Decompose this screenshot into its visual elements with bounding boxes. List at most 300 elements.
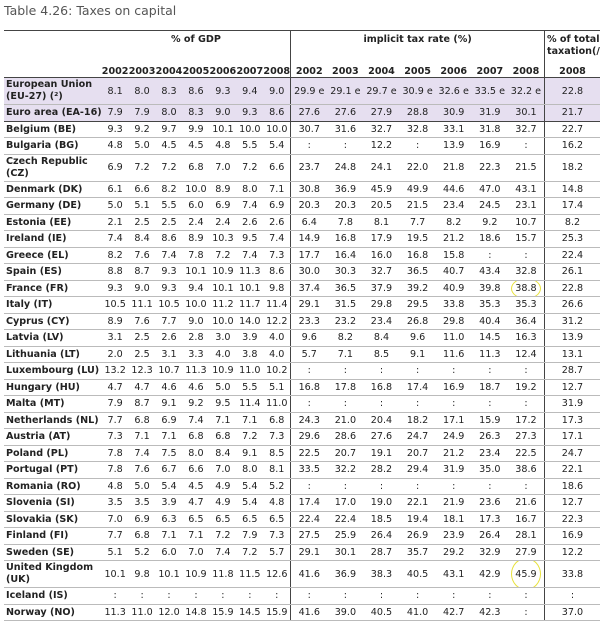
gdp-cell: 8.1	[102, 78, 129, 105]
gdp-cell: 10.0	[182, 297, 209, 314]
itr-cell: 9.2	[472, 214, 508, 231]
itr-cell: 15.8	[436, 247, 472, 264]
table-row	[4, 412, 600, 429]
gdp-cell: 10.7	[156, 363, 183, 380]
total-cell: 18.2	[544, 154, 600, 181]
gdp-cell: 6.6	[263, 154, 290, 181]
table-row	[4, 214, 600, 231]
row-label: Iceland (IS)	[4, 588, 102, 605]
row-label: Germany (DE)	[4, 198, 102, 215]
itr-cell: 8.4	[363, 330, 399, 347]
itr-cell: 16.0	[363, 247, 399, 264]
itr-cell: :	[363, 363, 399, 380]
gdp-cell: 2.5	[156, 214, 183, 231]
gdp-cell: 2.6	[263, 214, 290, 231]
gdp-cell: 6.8	[182, 429, 209, 446]
itr-cell: 28.2	[363, 462, 399, 479]
itr-cell: 40.7	[436, 264, 472, 281]
itr-cell: :	[472, 363, 508, 380]
itr-cell: 38.6	[508, 462, 545, 479]
itr-cell: 29.1	[291, 297, 328, 314]
itr-cell: 19.2	[508, 379, 545, 396]
itr-cell: 43.4	[472, 264, 508, 281]
gdp-cell: 2.4	[209, 214, 236, 231]
gdp-cell: 6.5	[236, 511, 263, 528]
gdp-cell: 9.1	[236, 445, 263, 462]
gdp-cell: 5.4	[156, 478, 183, 495]
itr-cell: 17.4	[291, 495, 328, 512]
itr-cell: 17.3	[472, 511, 508, 528]
itr-cell: 29.9 e	[291, 78, 328, 105]
itr-cell: 21.5	[400, 198, 436, 215]
itr-cell: 37.9	[363, 280, 399, 297]
itr-cell: 19.1	[363, 445, 399, 462]
itr-cell: :	[291, 588, 328, 605]
total-cell: 24.7	[544, 445, 600, 462]
itr-cell: 39.2	[400, 280, 436, 297]
table-row	[4, 379, 600, 396]
itr-cell: :	[327, 478, 363, 495]
itr-cell: 33.5 e	[472, 78, 508, 105]
gdp-cell: 10.5	[156, 297, 183, 314]
itr-cell: :	[436, 478, 472, 495]
itr-cell: :	[327, 396, 363, 413]
gdp-cell: 6.5	[263, 511, 290, 528]
itr-cell: 42.3	[472, 604, 508, 621]
total-cell: 16.9	[544, 528, 600, 545]
itr-cell: 29.5	[400, 297, 436, 314]
table-row	[4, 478, 600, 495]
itr-cell: 20.3	[291, 198, 328, 215]
itr-cell: 32.8	[508, 264, 545, 281]
itr-cell: 18.2	[400, 412, 436, 429]
itr-cell: 26.3	[472, 429, 508, 446]
gdp-cell: 7.7	[102, 528, 129, 545]
gdp-cell: 10.0	[209, 313, 236, 330]
itr-cell: 36.9	[327, 561, 363, 588]
capital-tax-table	[4, 30, 600, 621]
gdp-cell: 5.0	[209, 379, 236, 396]
gdp-cell: 4.0	[263, 346, 290, 363]
itr-cell: 18.5	[363, 511, 399, 528]
gdp-cell: 2.6	[156, 330, 183, 347]
row-label: Portugal (PT)	[4, 462, 102, 479]
gdp-cell: 5.0	[129, 478, 156, 495]
gdp-cell: 12.3	[129, 363, 156, 380]
itr-cell: 23.2	[327, 313, 363, 330]
itr-cell: 16.7	[508, 511, 545, 528]
gdp-cell: 3.8	[236, 346, 263, 363]
itr-cell: 20.5	[363, 198, 399, 215]
itr-cell: :	[472, 478, 508, 495]
total-cell: 12.7	[544, 379, 600, 396]
itr-cell: :	[472, 247, 508, 264]
row-label: Norway (NO)	[4, 604, 102, 621]
itr-cell: 24.9	[436, 429, 472, 446]
row-label: Estonia (EE)	[4, 214, 102, 231]
gdp-cell: 7.3	[263, 528, 290, 545]
gdp-cell: 11.1	[129, 297, 156, 314]
gdp-cell: 10.1	[102, 561, 129, 588]
itr-cell: 23.1	[508, 198, 545, 215]
total-cell: 17.4	[544, 198, 600, 215]
gdp-cell: 7.2	[236, 429, 263, 446]
table-row	[4, 429, 600, 446]
gdp-year-header: 2007	[236, 66, 264, 77]
table-row	[4, 462, 600, 479]
itr-cell: 21.2	[436, 445, 472, 462]
total-cell: 31.2	[544, 313, 600, 330]
itr-cell: :	[508, 363, 545, 380]
itr-cell: 32.7	[508, 121, 545, 138]
gdp-cell: 7.4	[236, 198, 263, 215]
gdp-cell: 9.2	[129, 121, 156, 138]
gdp-cell: 7.5	[156, 445, 183, 462]
gdp-year-header: 2005	[182, 66, 210, 77]
itr-cell: 29.1 e	[327, 78, 363, 105]
gdp-cell: 6.8	[129, 528, 156, 545]
total-cell: 28.7	[544, 363, 600, 380]
row-label: Cyprus (CY)	[4, 313, 102, 330]
itr-cell: 36.5	[327, 280, 363, 297]
gdp-cell: 5.2	[129, 544, 156, 561]
itr-cell: 17.1	[436, 412, 472, 429]
gdp-cell: 10.0	[263, 121, 290, 138]
itr-cell: 16.9	[436, 379, 472, 396]
itr-cell: 42.7	[436, 604, 472, 621]
itr-cell: 16.8	[291, 379, 328, 396]
itr-cell: 17.4	[400, 379, 436, 396]
gdp-cell: :	[182, 588, 209, 605]
itr-cell: 24.8	[327, 154, 363, 181]
itr-cell: :	[436, 363, 472, 380]
itr-year-header: 2008	[512, 66, 540, 77]
table-row	[4, 604, 600, 621]
itr-cell: 7.8	[327, 214, 363, 231]
itr-cell: 26.4	[363, 528, 399, 545]
itr-cell: 27.3	[508, 429, 545, 446]
itr-cell: 14.9	[291, 231, 328, 248]
itr-cell: 29.2	[436, 544, 472, 561]
gdp-cell: 8.6	[182, 78, 209, 105]
gdp-cell: 7.9	[129, 105, 156, 122]
gdp-cell: 15.9	[263, 604, 290, 621]
itr-cell: 32.9	[472, 544, 508, 561]
gdp-cell: 6.6	[129, 181, 156, 198]
gdp-cell: 10.1	[209, 121, 236, 138]
itr-cell: 11.0	[436, 330, 472, 347]
gdp-cell: 10.2	[263, 363, 290, 380]
total-cell: 13.9	[544, 330, 600, 347]
itr-cell: 18.7	[472, 379, 508, 396]
gdp-year-header: 2004	[155, 66, 183, 77]
gdp-cell: 4.5	[182, 138, 209, 155]
gdp-cell: 12.0	[156, 604, 183, 621]
gdp-cell: 9.9	[182, 121, 209, 138]
gdp-cell: 3.9	[156, 495, 183, 512]
itr-cell: 29.4	[400, 462, 436, 479]
gdp-cell: 7.4	[102, 231, 129, 248]
itr-cell: 31.5	[327, 297, 363, 314]
itr-cell: 8.5	[363, 346, 399, 363]
table-row	[4, 396, 600, 413]
gdp-cell: 4.0	[209, 346, 236, 363]
itr-cell: 8.2	[436, 214, 472, 231]
gdp-cell: 5.0	[129, 138, 156, 155]
total-cell: 31.9	[544, 396, 600, 413]
total-cell: 22.3	[544, 511, 600, 528]
itr-cell: 35.3	[508, 297, 545, 314]
gdp-cell: 8.0	[129, 78, 156, 105]
itr-cell: 49.9	[400, 181, 436, 198]
gdp-cell: 7.4	[182, 412, 209, 429]
itr-cell: 18.1	[436, 511, 472, 528]
gdp-cell: 8.4	[129, 231, 156, 248]
itr-cell: 15.9	[472, 412, 508, 429]
gdp-cell: 3.1	[156, 346, 183, 363]
itr-cell: :	[400, 138, 436, 155]
itr-cell: 7.1	[327, 346, 363, 363]
gdp-cell: 10.0	[236, 121, 263, 138]
itr-cell: 33.1	[436, 121, 472, 138]
gdp-cell: 2.0	[102, 346, 129, 363]
itr-cell: 36.5	[400, 264, 436, 281]
itr-cell: 32.8	[400, 121, 436, 138]
table-row	[4, 330, 600, 347]
gdp-cell: 5.5	[236, 379, 263, 396]
itr-cell: 41.6	[291, 604, 328, 621]
row-label: Malta (MT)	[4, 396, 102, 413]
year-header-corner	[4, 63, 102, 78]
row-label: Italy (IT)	[4, 297, 102, 314]
row-label: Netherlands (NL)	[4, 412, 102, 429]
gdp-cell: :	[236, 588, 263, 605]
itr-cell: 42.9	[472, 561, 508, 588]
itr-cell: 17.2	[508, 412, 545, 429]
gdp-cell: 9.4	[182, 280, 209, 297]
itr-cell: 32.2 e	[508, 78, 545, 105]
gdp-cell: 4.6	[182, 379, 209, 396]
itr-cell: :	[508, 604, 545, 621]
itr-cell: 32.6 e	[436, 78, 472, 105]
itr-cell: 20.7	[327, 445, 363, 462]
gdp-cell: 5.4	[236, 495, 263, 512]
table-row	[4, 154, 600, 181]
itr-cell: 26.9	[400, 528, 436, 545]
total-cell: 17.1	[544, 429, 600, 446]
header-gdp-group: % of GDP	[102, 31, 291, 64]
gdp-cell: 4.8	[102, 138, 129, 155]
itr-cell: 45.9	[363, 181, 399, 198]
gdp-cell: 7.4	[209, 544, 236, 561]
gdp-cell: 11.3	[102, 604, 129, 621]
gdp-cell: 11.5	[236, 561, 263, 588]
itr-cell: 35.7	[400, 544, 436, 561]
row-label: Denmark (DK)	[4, 181, 102, 198]
itr-cell: 23.4	[472, 445, 508, 462]
gdp-cell: 6.0	[156, 544, 183, 561]
table-row	[4, 297, 600, 314]
gdp-cell: 11.8	[209, 561, 236, 588]
itr-cell: 18.6	[472, 231, 508, 248]
gdp-cell: 6.8	[182, 154, 209, 181]
itr-cell: :	[327, 363, 363, 380]
itr-cell: :	[472, 396, 508, 413]
total-cell: 33.8	[544, 561, 600, 588]
itr-cell: 21.5	[508, 154, 545, 181]
itr-cell: 28.6	[327, 429, 363, 446]
itr-cell: 9.6	[291, 330, 328, 347]
itr-cell: :	[400, 478, 436, 495]
itr-cell: 39.0	[327, 604, 363, 621]
gdp-cell: 15.9	[209, 604, 236, 621]
itr-cell: 30.3	[327, 264, 363, 281]
gdp-cell: 10.0	[182, 181, 209, 198]
gdp-cell: 6.6	[182, 462, 209, 479]
gdp-cell: 7.7	[156, 313, 183, 330]
total-cell: 22.8	[544, 78, 600, 105]
itr-cell: 19.5	[400, 231, 436, 248]
row-label: Greece (EL)	[4, 247, 102, 264]
itr-year-header: 2002	[291, 63, 328, 78]
gdp-cell: 7.3	[263, 247, 290, 264]
gdp-cell: 9.0	[129, 280, 156, 297]
gdp-cell: 9.3	[156, 264, 183, 281]
gdp-cell: 3.5	[129, 495, 156, 512]
itr-cell: :	[436, 396, 472, 413]
gdp-cell: 8.4	[209, 445, 236, 462]
table-row	[4, 105, 600, 122]
gdp-cell: 8.0	[236, 181, 263, 198]
itr-cell: 40.4	[472, 313, 508, 330]
gdp-cell: :	[209, 588, 236, 605]
gdp-cell: 4.7	[102, 379, 129, 396]
row-label: European Union (EU-27) (²)	[4, 78, 102, 105]
gdp-cell: 9.8	[263, 280, 290, 297]
gdp-cell: 9.5	[236, 231, 263, 248]
gdp-cell: 8.9	[209, 181, 236, 198]
gdp-cell: :	[129, 588, 156, 605]
header-itr-group: implicit tax rate (%)	[291, 31, 545, 64]
itr-cell: 26.8	[400, 313, 436, 330]
itr-year-header: 2005	[404, 66, 431, 77]
itr-cell: 44.6	[436, 181, 472, 198]
gdp-cell: 7.8	[182, 247, 209, 264]
gdp-cell: 5.1	[129, 198, 156, 215]
gdp-cell: 4.8	[209, 138, 236, 155]
table-title: Table 4.26: Taxes on capital	[4, 3, 177, 18]
gdp-cell: 6.8	[129, 412, 156, 429]
gdp-cell: 9.5	[209, 396, 236, 413]
table-row	[4, 346, 600, 363]
itr-cell: 40.5	[400, 561, 436, 588]
gdp-cell: 9.7	[156, 121, 183, 138]
itr-cell: 30.9	[436, 105, 472, 122]
gdp-cell: 7.4	[263, 231, 290, 248]
gdp-year-header: 2006	[209, 66, 237, 77]
gdp-cell: 2.5	[129, 214, 156, 231]
table-row	[4, 78, 600, 105]
itr-year-header: 2007	[476, 66, 504, 77]
gdp-cell: 12.6	[263, 561, 290, 588]
itr-cell: 21.0	[327, 412, 363, 429]
itr-cell: 37.4	[291, 280, 328, 297]
gdp-cell: 7.2	[236, 544, 263, 561]
itr-cell: 36.4	[508, 313, 545, 330]
itr-cell: 30.9 e	[400, 78, 436, 105]
itr-cell: 31.9	[436, 462, 472, 479]
itr-cell: 16.3	[508, 330, 545, 347]
itr-cell: 12.4	[508, 346, 545, 363]
gdp-cell: 7.1	[263, 181, 290, 198]
itr-cell: :	[363, 478, 399, 495]
itr-cell: :	[508, 247, 545, 264]
itr-cell: 29.8	[363, 297, 399, 314]
header-corner	[4, 31, 102, 64]
itr-cell: 22.3	[472, 154, 508, 181]
itr-cell: 16.8	[363, 379, 399, 396]
itr-cell: 41.0	[400, 604, 436, 621]
itr-cell: 26.4	[472, 528, 508, 545]
gdp-cell: 8.9	[102, 313, 129, 330]
itr-cell: 29.8	[436, 313, 472, 330]
gdp-cell: 8.0	[236, 462, 263, 479]
itr-cell: 32.7	[363, 264, 399, 281]
total-cell: 25.3	[544, 231, 600, 248]
gdp-cell: 2.5	[129, 346, 156, 363]
gdp-cell: 9.3	[102, 280, 129, 297]
itr-cell: 22.0	[400, 154, 436, 181]
itr-cell: 27.6	[291, 105, 328, 122]
gdp-cell: 7.2	[129, 154, 156, 181]
table-row	[4, 280, 600, 297]
itr-cell: 24.7	[400, 429, 436, 446]
itr-cell: 30.8	[291, 181, 328, 198]
itr-cell: 19.0	[363, 495, 399, 512]
itr-cell: 28.1	[508, 528, 545, 545]
itr-cell: 15.7	[508, 231, 545, 248]
itr-cell: 19.4	[400, 511, 436, 528]
itr-cell: 36.9	[327, 181, 363, 198]
gdp-cell: 8.9	[182, 231, 209, 248]
itr-cell: :	[508, 138, 545, 155]
gdp-cell: 11.0	[129, 604, 156, 621]
gdp-cell: 6.0	[182, 198, 209, 215]
itr-cell: 10.7	[508, 214, 545, 231]
itr-cell: 21.9	[436, 495, 472, 512]
gdp-cell: 7.4	[156, 247, 183, 264]
gdp-cell: 7.1	[236, 412, 263, 429]
itr-cell: 27.6	[327, 105, 363, 122]
itr-year-header: 2003	[332, 66, 359, 77]
gdp-cell: 6.9	[209, 198, 236, 215]
table-row	[4, 247, 600, 264]
gdp-cell: 9.2	[182, 396, 209, 413]
itr-cell: 24.3	[291, 412, 328, 429]
total-cell: 22.4	[544, 247, 600, 264]
itr-cell: 29.7 e	[363, 78, 399, 105]
itr-cell: 20.3	[327, 198, 363, 215]
itr-cell: 41.6	[291, 561, 328, 588]
gdp-cell: 3.1	[102, 330, 129, 347]
gdp-cell: 8.1	[263, 462, 290, 479]
row-label: Ireland (IE)	[4, 231, 102, 248]
itr-cell: 22.5	[291, 445, 328, 462]
gdp-cell: 8.2	[102, 247, 129, 264]
gdp-cell: 4.9	[209, 495, 236, 512]
itr-cell: :	[363, 588, 399, 605]
itr-cell: 9.1	[400, 346, 436, 363]
